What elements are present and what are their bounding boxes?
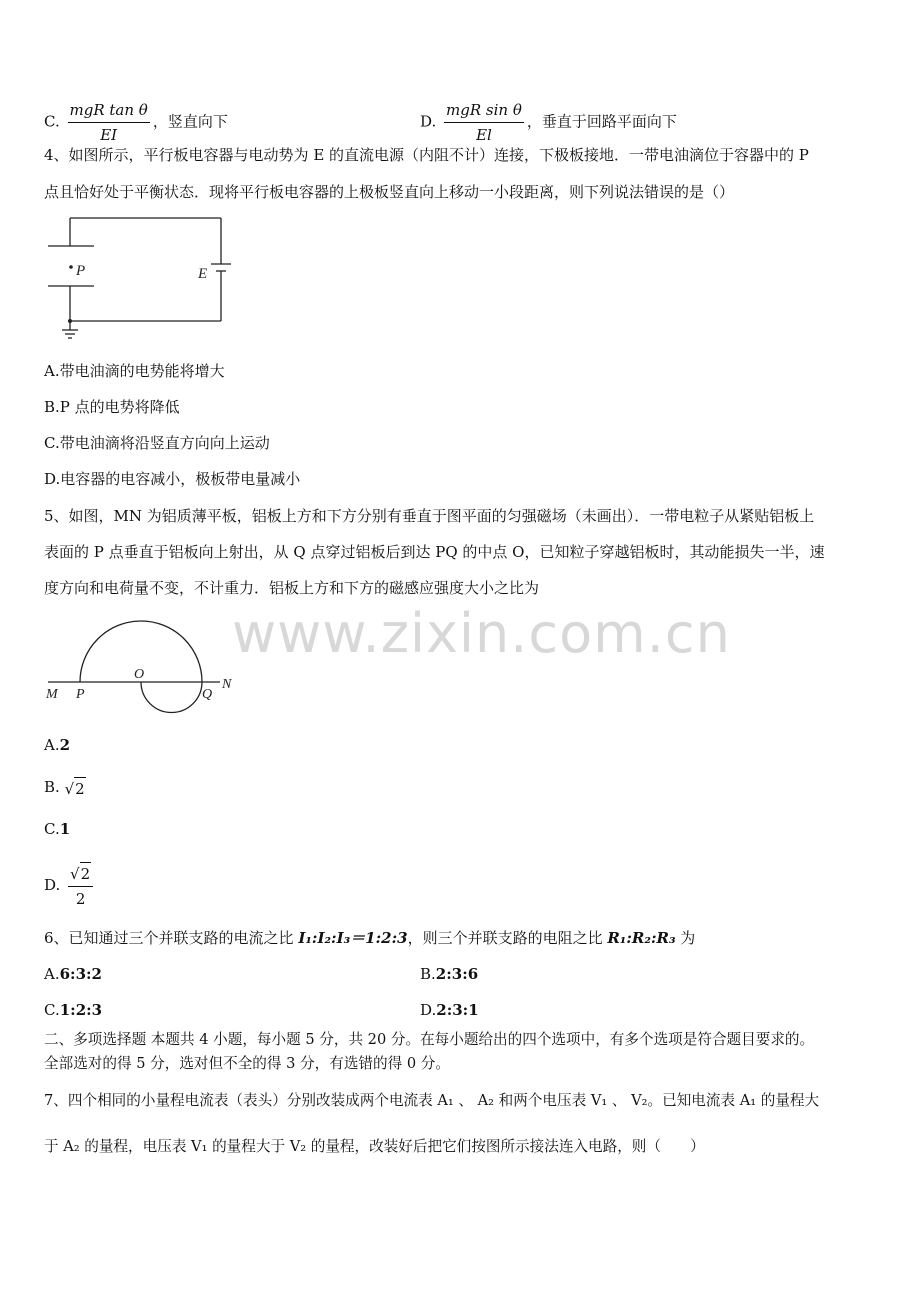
option-label: D. bbox=[420, 1001, 437, 1019]
aluminum-plate-figure bbox=[40, 612, 250, 722]
fraction bbox=[444, 99, 524, 146]
q5-stem-line-2: 表面的 P 点垂直于铝板向上射出，从 Q 点穿过铝板后到达 PQ 的中点 O，已知粒子穿越铝板时，其动能损失一半，速 bbox=[44, 543, 825, 561]
q5-option-a bbox=[44, 734, 70, 756]
section-heading-line-1: 二、多项选择题 本题共 4 小题，每小题 5 分，共 20 分。在每小题给出的四个选项中，有多个选项是符合题目要求的。 bbox=[44, 1031, 815, 1048]
label-o: O bbox=[134, 667, 145, 682]
option-label: C. bbox=[44, 820, 60, 838]
q4-option-d: D.电容器的电容减小，极板带电量减小 bbox=[44, 470, 301, 488]
q4-stem-line-1: 4、如图所示，平行板电容器与电动势为 E 的直流电源（内阻不计）连接，下极板接地．一带电油滴位于容器中的 P bbox=[44, 146, 809, 164]
label-p: P bbox=[76, 687, 85, 702]
option-label: A. bbox=[44, 965, 60, 983]
stem-text: 6、已知通过三个并联支路的电流之比 bbox=[44, 929, 299, 947]
q7-stem-line-2: 于 A₂ 的量程，电压表 V₁ 的量程大于 V₂ 的量程，改装好后把它们按图所示接法连入电路，则（ ） bbox=[44, 1138, 705, 1155]
fraction bbox=[68, 99, 150, 146]
radicand: 2 bbox=[80, 862, 92, 885]
option-value: 2:3:6 bbox=[435, 965, 479, 983]
q4-option-a: A.带电油滴的电势能将增大 bbox=[44, 362, 225, 380]
sqrt: √2 bbox=[65, 777, 86, 800]
option-value: 1 bbox=[59, 820, 71, 838]
option-label: D. bbox=[44, 876, 61, 894]
q6-option-b bbox=[420, 963, 478, 985]
q6-option-a bbox=[44, 963, 102, 985]
label-p: P bbox=[76, 263, 86, 279]
option-value: 2 bbox=[59, 736, 71, 754]
option-text: ，垂直于回路平面向下 bbox=[526, 112, 677, 131]
section-heading-line-2: 全部选对的得 5 分，选对但不全的得 3 分，有选错的得 0 分。 bbox=[44, 1055, 450, 1072]
q4-option-c: C.带电油滴将沿竖直方向向上运动 bbox=[44, 434, 270, 452]
q6-option-d bbox=[420, 999, 479, 1021]
numerator: mgR tan θ bbox=[68, 99, 150, 123]
numerator: mgR sin θ bbox=[444, 99, 524, 123]
numerator: √2 bbox=[68, 862, 93, 887]
option-text: ，竖直向下 bbox=[152, 112, 228, 131]
asked-ratio: R₁:R₂:R₃ bbox=[607, 929, 676, 947]
stem-text: 为 bbox=[675, 929, 696, 947]
option-label: C. bbox=[44, 1001, 60, 1019]
option-value: 1:2:3 bbox=[59, 1001, 103, 1019]
q6-stem bbox=[44, 927, 695, 949]
denominator: El bbox=[476, 126, 492, 144]
ground-node bbox=[68, 319, 72, 323]
q5-option-b bbox=[44, 776, 86, 800]
option-label: C. bbox=[44, 112, 60, 131]
q4-stem-line-2: 点且恰好处于平衡状态．现将平行板电容器的上极板竖直向上移动一小段距离，则下列说法错误的是（） bbox=[44, 183, 735, 201]
q7-stem-line-1: 7、四个相同的小量程电流表（表头）分别改装成两个电流表 A₁ 、 A₂ 和两个电压表 V₁ 、 V₂。已知电流表 A₁ 的量程大 bbox=[44, 1092, 820, 1109]
option-value: 2:3:1 bbox=[436, 1001, 479, 1019]
q6-option-c bbox=[44, 999, 102, 1021]
option-label: A. bbox=[44, 736, 60, 754]
label-q: Q bbox=[202, 687, 213, 702]
q5-stem-line-3: 度方向和电荷量不变，不计重力．铝板上方和下方的磁感应强度大小之比为 bbox=[44, 579, 540, 597]
label-n: N bbox=[222, 677, 232, 692]
q3-option-d bbox=[420, 99, 677, 146]
capacitor-circuit-figure bbox=[40, 210, 240, 345]
denominator: EI bbox=[100, 126, 118, 144]
radicand: 2 bbox=[74, 777, 86, 800]
watermark: www.zixin.com.cn bbox=[232, 602, 731, 665]
label-e: E bbox=[198, 266, 208, 282]
given-ratio: I₁:I₂:I₃＝1:2:3 bbox=[298, 929, 408, 947]
q5-option-c bbox=[44, 818, 70, 840]
oil-drop-dot bbox=[69, 265, 73, 269]
denominator: 2 bbox=[75, 890, 86, 908]
label-m: M bbox=[46, 687, 58, 702]
stem-text: ，则三个并联支路的电阻之比 bbox=[407, 929, 608, 947]
option-label: D. bbox=[420, 112, 437, 131]
option-value: 6:3:2 bbox=[59, 965, 102, 983]
q4-option-b: B.P 点的电势将降低 bbox=[44, 398, 180, 416]
q5-option-d bbox=[44, 862, 96, 910]
fraction bbox=[68, 862, 93, 910]
option-label: B. bbox=[44, 778, 60, 796]
q5-stem-line-1: 5、如图，MN 为铝质薄平板，铝板上方和下方分别有垂直于图平面的匀强磁场（未画出）．一带电粒子从紧贴铝板上 bbox=[44, 507, 815, 525]
option-label: B. bbox=[420, 965, 436, 983]
q3-option-c bbox=[44, 99, 228, 146]
